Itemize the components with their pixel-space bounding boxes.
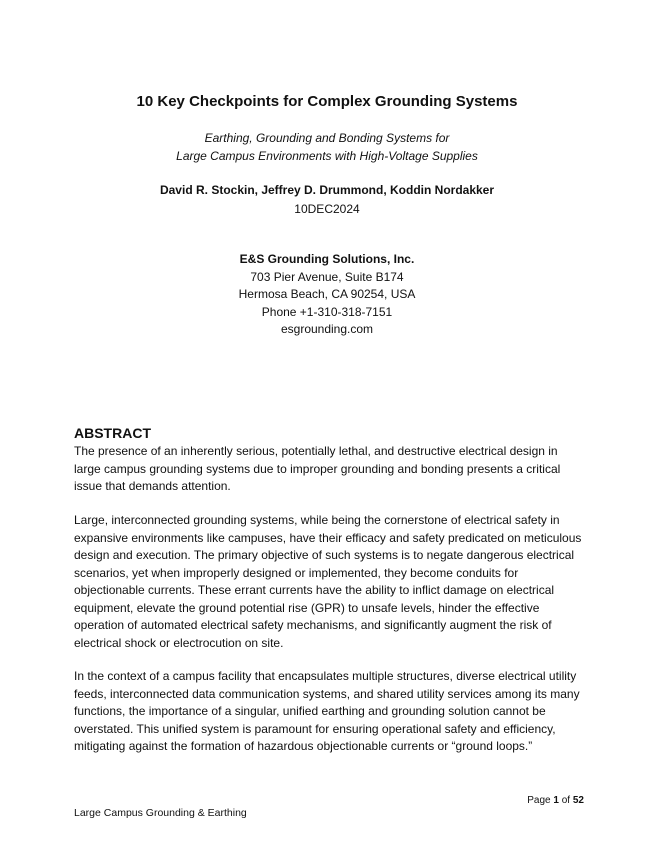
company-address-line-2: Hermosa Beach, CA 90254, USA <box>238 287 416 301</box>
abstract-paragraph: The presence of an inherently serious, potentially lethal, and destructive electrical design in large campus grounding systems due to improper grounding and bonding presents a critical issue that demands attention. <box>74 444 561 493</box>
document-subtitle <box>0 129 654 165</box>
subtitle-line-2: Large Campus Environments with High-Voltage Supplies <box>176 149 478 163</box>
page-number <box>474 795 584 807</box>
company-phone: Phone +1-310-318-7151 <box>261 304 393 319</box>
abstract-paragraph: In the context of a campus facility that encapsulates multiple structures, diverse electrical utility feeds, interconnected data communication systems, and shared utility services among its many functions, the importance of a singular, unified earthing and grounding solution cannot be overstated. This unified system is paramount for ensuring operational safety and efficiency, mitigating against the formation of hazardous objectionable currents or “ground loops.” <box>74 669 580 753</box>
page-prefix: Page <box>527 795 554 806</box>
company-info <box>0 251 654 339</box>
company-website: esgrounding.com <box>280 322 374 336</box>
abstract-paragraph: Large, interconnected grounding systems, while being the cornerstone of electrical safety in expansive environments like campuses, have their efficacy and safety predicated on meticulous design and execution. The primary objective of such systems is to negate dangerous electrical scenarios, yet when improperly designed or implemented, they become conduits for objectionable currents. These errant currents have the ability to inflict damage on electrical equipment, elevate the ground potential rise (GPR) to unsafe levels, hinder the effective operation of automated electrical safety mechanisms, and significantly augment the risk of electrical shock or electrocution on site. <box>74 513 582 650</box>
document-title: 10 Key Checkpoints for Complex Grounding Systems <box>136 93 518 110</box>
company-name: E&S Grounding Solutions, Inc. <box>239 252 415 266</box>
page-of: of <box>558 795 573 806</box>
page-current: 1 <box>553 795 559 806</box>
authors: David R. Stockin, Jeffrey D. Drummond, Koddin Nordakker <box>159 183 495 197</box>
footer-running-title: Large Campus Grounding & Earthing <box>74 807 247 819</box>
page-total: 52 <box>572 795 584 806</box>
company-address-line-1: 703 Pier Avenue, Suite B174 <box>250 269 404 284</box>
subtitle-line-1: Earthing, Grounding and Bonding Systems for <box>204 131 450 145</box>
document-date: 10DEC2024 <box>294 202 360 216</box>
abstract-heading: ABSTRACT <box>74 425 151 441</box>
